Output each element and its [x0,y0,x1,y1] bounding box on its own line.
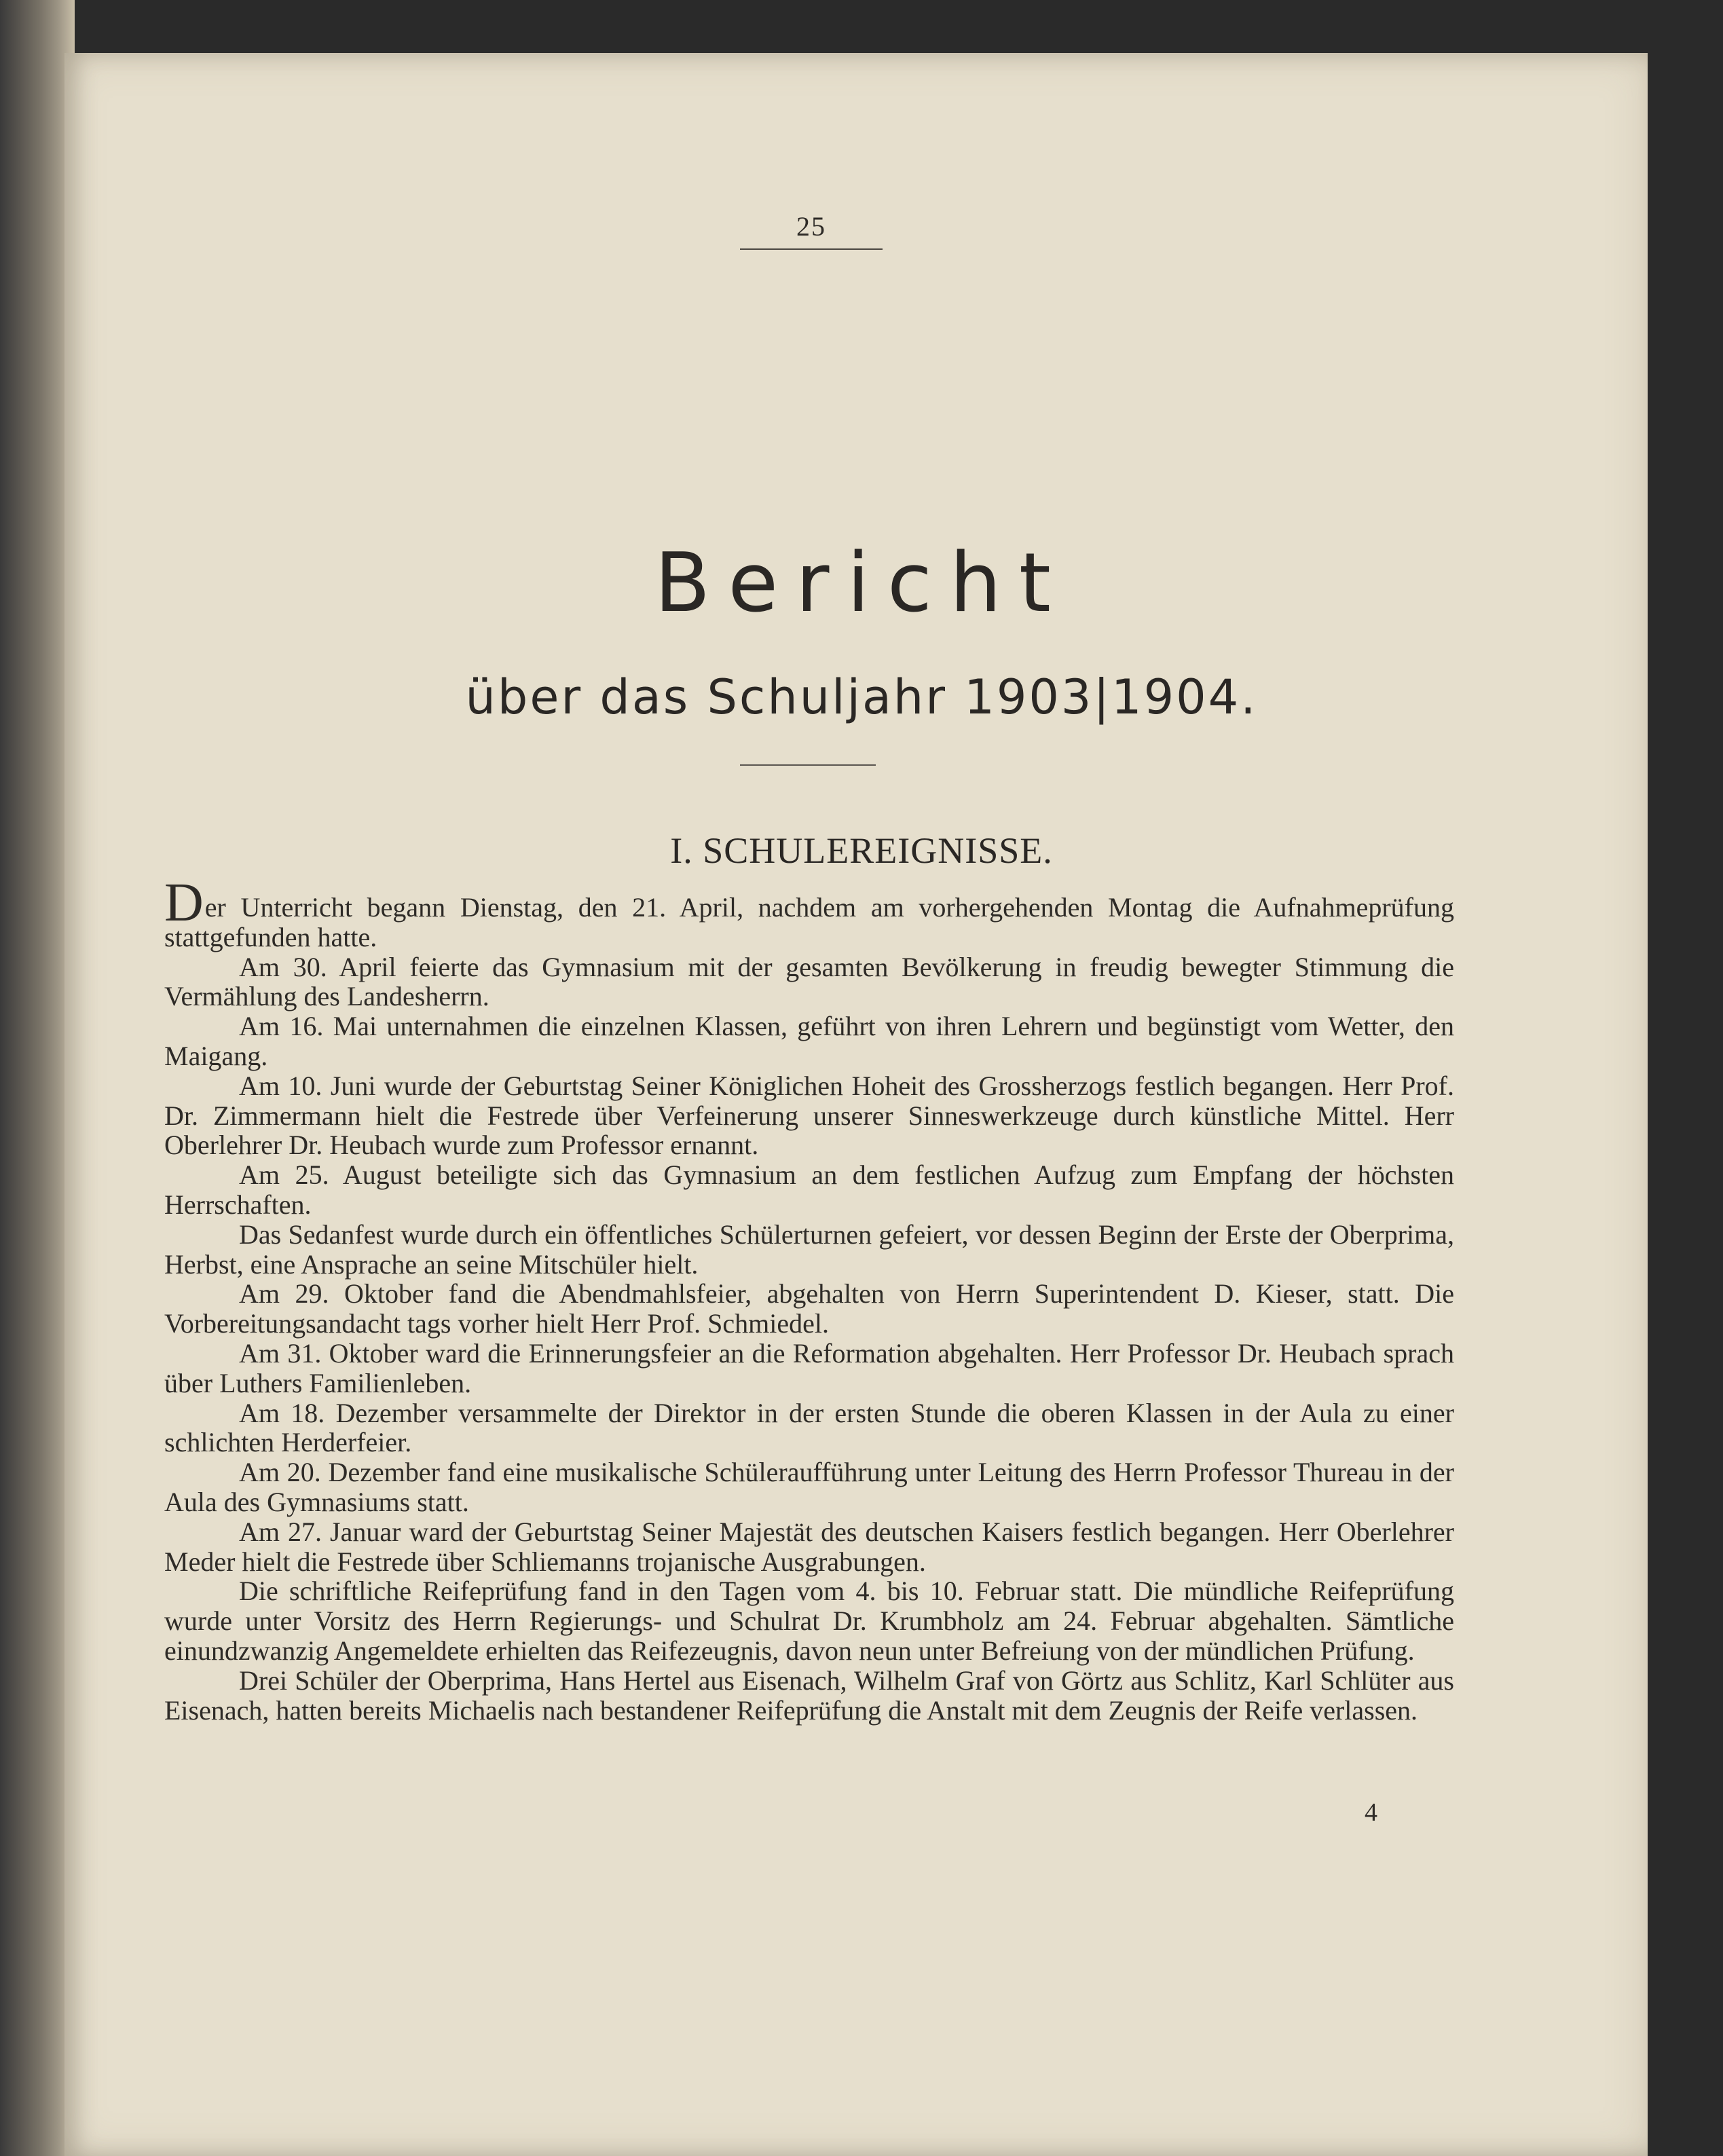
page-number: 25 [796,211,826,242]
page-subtitle: über das Schuljahr 1903|1904. [465,669,1258,725]
paragraph: Am 31. Oktober ward die Erinnerungsfeier an die Reformation abgehalten. Herr Professor Dr. Heubach sprach über Luthers Familienleben. [164,1337,1454,1398]
paragraph: Am 20. Dezember fand eine musikalische Schüleraufführung unter Leitung des Herrn Professor Thureau in der Aula des Gymnasiums statt. [164,1457,1454,1517]
drop-cap: D [164,873,204,933]
paragraph: Am 29. Oktober fand die Abendmahlsfeier, abgehalten von Herrn Superintendent D. Kieser, statt. Die Vorbereitungsandacht tags vorher hielt Herr Prof. Schmiedel. [164,1278,1454,1339]
paragraph: Am 18. Dezember versammelte der Direktor in der ersten Stunde die oberen Klassen in der Aula zu einer schlichten Herderfeier. [164,1397,1454,1458]
paragraph: Am 16. Mai unternahmen die einzelnen Klassen, geführt von ihren Lehrern und begünstigt vom Wetter, den Maigang. [164,1011,1454,1071]
paragraph: Am 27. Januar ward der Geburtstag Seiner Majestät des deutschen Kaisers festlich begangen. Herr Oberlehrer Meder hielt die Festrede über Schliemanns trojanische Ausgrabungen. [164,1516,1454,1577]
paragraph: Das Sedanfest wurde durch ein öffentliches Schülerturnen gefeiert, vor dessen Beginn der Erste der Oberprima, Herbst, eine Ansprache an seine Mitschüler hielt. [164,1219,1454,1280]
paragraph: Die schriftliche Reifeprüfung fand in den Tagen vom 4. bis 10. Februar statt. Die mündliche Reifeprüfung wurde unter Vorsitz des Herrn Regierungs- und Schulrat Dr. Krumbholz am 24. Februar abgehalten. Sämtliche einundzwanzig Angemeldete erhielten das Reifezeugnis, davon neun unter Befreiung von der mündlichen Prüfung. [164,1576,1454,1666]
section-heading: I. SCHULEREIGNISSE. [670,830,1053,871]
paragraph [164,873,1454,952]
signature-mark: 4 [1365,1798,1377,1827]
paragraph-text: er Unterricht begann Dienstag, den 21. April, nachdem am vorhergehenden Montag die Aufnahmeprüfung stattgefunden hatte. [164,892,1454,952]
background-edge [1648,53,1723,2156]
paragraph: Am 25. August beteiligte sich das Gymnasium an dem festlichen Aufzug zum Empfang der höchsten Herrschaften. [164,1159,1454,1220]
paragraph: Am 10. Juni wurde der Geburtstag Seiner Königlichen Hoheit des Grossherzogs festlich begangen. Herr Prof. Dr. Zimmermann hielt die Festrede über Verfeinerung unserer Sinneswerkzeuge durch künstliche Mittel. Herr Oberlehrer Dr. Heubach wurde zum Professor ernannt. [164,1070,1454,1161]
page-title: Bericht [654,536,1069,631]
title-rule [740,764,876,766]
body-text [164,873,1454,1726]
paragraph: Drei Schüler der Oberprima, Hans Hertel aus Eisenach, Wilhelm Graf von Görtz aus Schlitz, Karl Schlüter aus Eisenach, hatten bereits Michaelis nach bestandener Reifeprüfung die Anstalt mit dem Zeugnis der Reife verlassen. [164,1665,1454,1726]
book-binding-edge [0,0,75,2156]
header-rule [740,248,883,250]
paragraph: Am 30. April feierte das Gymnasium mit der gesamten Bevölkerung in freudig bewegter Stimmung die Vermählung des Landesherrn. [164,951,1454,1012]
